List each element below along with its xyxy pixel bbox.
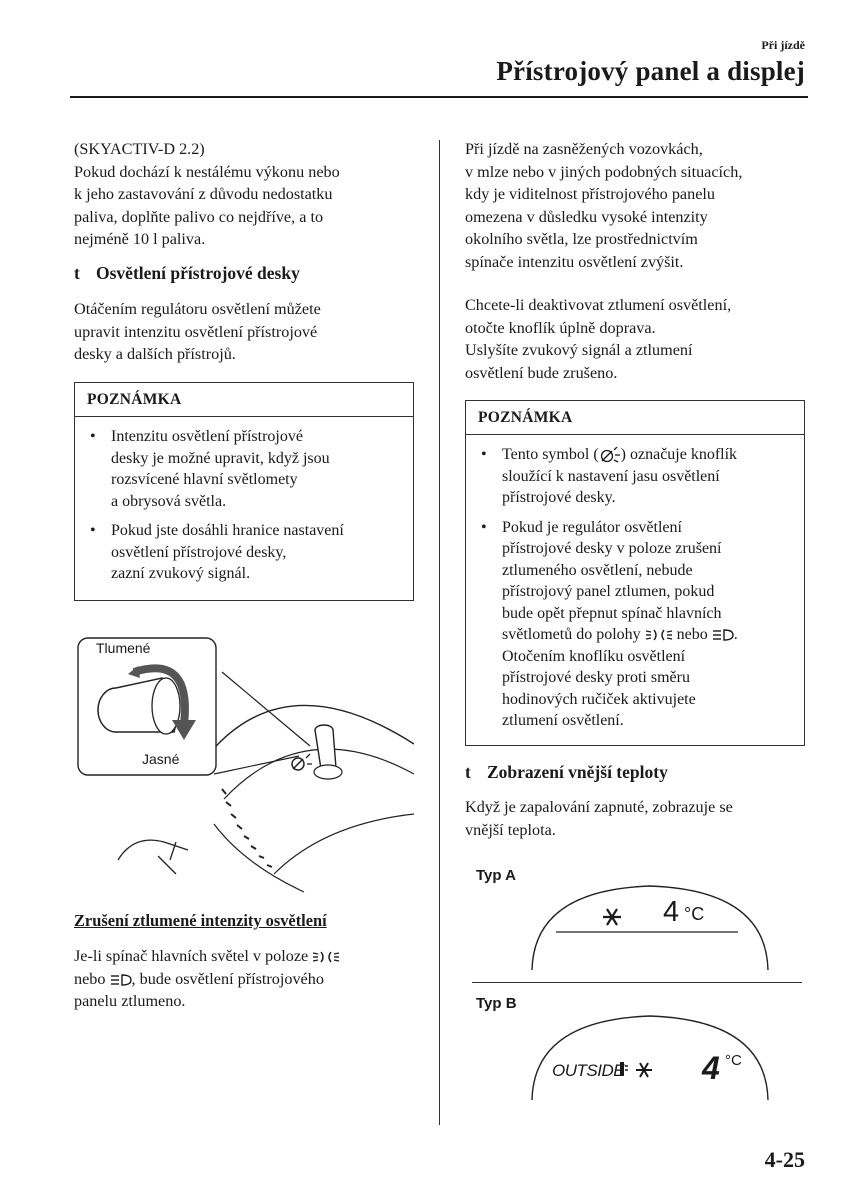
right-para-deactivate	[465, 294, 810, 384]
text-span: Je-li spínač hlavních světel v poloze	[74, 947, 309, 965]
text-span: Tento symbol (	[502, 446, 599, 463]
knob-base	[314, 765, 342, 779]
text-line: kdy je viditelnost přístrojového panelu	[465, 185, 715, 203]
text-line: ztlumeného osvětlení, nebude	[502, 561, 693, 579]
note-box-right	[465, 400, 805, 746]
text-line: Když je zapalování zapnuté, zobrazuje se	[465, 798, 733, 816]
text-line: a obrysová světla.	[111, 492, 227, 510]
gauge-arc	[214, 824, 304, 892]
heading-marker: t	[74, 263, 80, 283]
text-line: rozsvícené hlavní světlomety	[111, 471, 298, 488]
left-para-fuel	[74, 138, 419, 251]
text-span: světlometů do polohy	[502, 626, 641, 643]
subheading-cancel-dimming: Zrušení ztlumené intenzity osvětlení	[74, 911, 327, 930]
text-line: k jeho zastavování z důvodu nedostatku	[74, 185, 333, 203]
text-line	[74, 968, 419, 991]
note-title: POZNÁMKA	[466, 401, 804, 435]
section-heading-panel-lighting	[74, 262, 419, 285]
text-span: nebo	[74, 969, 106, 988]
temperature-value: 4	[663, 896, 680, 928]
text-line: Chcete-li deaktivovat ztlumení osvětlení,	[465, 296, 732, 314]
heading-text: Osvětlení přístrojové desky	[96, 263, 300, 283]
text-line: Otáčením regulátoru osvětlení můžete	[74, 300, 321, 318]
note-item	[478, 517, 792, 732]
page-title: Přístrojový panel a displej	[496, 56, 805, 86]
text-line	[502, 624, 792, 646]
text-line: Při jízdě na zasněžených vozovkách,	[465, 140, 703, 158]
text-line: přístrojové desky v poloze zrušení	[502, 540, 722, 557]
text-line: okolního světla, lze prostřednictvím	[465, 230, 698, 248]
text-span: nebo	[676, 626, 708, 643]
bullet: •	[90, 522, 96, 539]
column-divider	[439, 140, 440, 1125]
text-line: panelu ztlumeno.	[74, 992, 186, 1010]
note-list	[466, 435, 804, 742]
right-para-visibility	[465, 138, 810, 273]
headlights-icon	[110, 973, 132, 987]
snowflake-icon	[603, 909, 621, 925]
note-item	[87, 520, 401, 585]
display-frame	[532, 886, 768, 970]
display-type-a	[530, 882, 770, 972]
text-line: Pokud je regulátor osvětlení	[502, 518, 682, 536]
text-line	[502, 444, 792, 466]
text-line: osvětlení přístrojové desky,	[111, 543, 287, 561]
text-span: ) označuje knoflík	[620, 446, 738, 463]
text-span: .	[733, 626, 738, 643]
text-line: paliva, doplňte palivo co nejdříve, a to	[74, 207, 324, 226]
text-line	[74, 945, 419, 968]
text-line: osvětlení bude zrušeno.	[465, 363, 618, 382]
text-line: desky je možné upravit, když jsou	[111, 449, 330, 467]
snowflake-icon	[636, 1063, 652, 1077]
text-line: Intenzitu osvětlení přístrojové	[111, 428, 303, 445]
bullet: •	[481, 446, 487, 463]
text-line: upravit intenzitu osvětlení přístrojové	[74, 322, 318, 341]
page-number: 4-25	[764, 1147, 805, 1172]
label-bright: Jasné	[142, 751, 180, 767]
parking-lights-icon	[312, 950, 340, 964]
temperature-value: 4	[702, 1050, 720, 1086]
bullet: •	[481, 518, 487, 536]
text-line: bude opět přepnut spínač hlavních	[502, 604, 722, 622]
outside-label: OUTSIDE	[552, 1061, 625, 1080]
note-title: POZNÁMKA	[75, 383, 413, 417]
callout-line	[222, 672, 310, 746]
parking-lights-icon	[645, 628, 673, 642]
heading-text: Zobrazení vnější teploty	[487, 762, 668, 782]
text-line: otočte knoflík úplně doprava.	[465, 318, 656, 337]
text-line: Pokud jste dosáhli hranice nastavení	[111, 522, 344, 539]
headlights-icon	[712, 628, 734, 642]
right-para-temp	[465, 796, 810, 841]
text-span: , bude osvětlení přístrojového	[131, 969, 324, 988]
text-line: omezena v důsledku vysoké intenzity	[465, 207, 708, 226]
running-section-label: Při jízdě	[761, 38, 805, 52]
text-line: sloužící k nastavení jasu osvětlení	[502, 467, 720, 485]
gauge-ticks	[222, 789, 272, 867]
display-divider	[472, 982, 802, 983]
temperature-unit: °C	[684, 904, 705, 924]
headlight-switch-outline	[118, 840, 164, 860]
panel-brightness-icon	[599, 447, 621, 463]
text-line: Otočením knoflíku osvětlení	[502, 647, 686, 665]
note-item	[87, 426, 401, 512]
text-line: hodinových ručiček aktivujete	[502, 690, 696, 708]
header-divider	[70, 96, 808, 98]
text-line: přístrojové desky.	[502, 489, 616, 506]
temperature-unit: °C	[725, 1052, 742, 1069]
text-line: spínače intenzitu osvětlení zvýšit.	[465, 252, 684, 271]
type-a-label: Typ A	[476, 867, 516, 884]
text-line: (SKYACTIV-D 2.2)	[74, 140, 205, 158]
text-line: Uslyšíte zvukový signál a ztlumení	[465, 341, 693, 359]
text-line: ztlumení osvětlení.	[502, 712, 624, 729]
cluster-arc-lower	[274, 814, 414, 874]
type-b-label: Typ B	[476, 995, 517, 1012]
section-heading-outside-temp	[465, 761, 810, 784]
text-line: desky a dalších přístrojů.	[74, 345, 236, 363]
text-line: Pokud dochází k nestálému výkonu nebo	[74, 162, 340, 181]
note-list	[75, 417, 413, 595]
text-line: vnější teplota.	[465, 820, 556, 839]
heading-marker: t	[465, 762, 471, 782]
bullet: •	[90, 428, 96, 445]
text-line: nejméně 10 l paliva.	[74, 230, 206, 248]
text-line: přístrojové desky proti směru	[502, 669, 690, 686]
left-para-regulator	[74, 298, 419, 366]
text-line: v mlze nebo v jiných podobných situacích,	[465, 162, 743, 181]
text-line: přístrojový panel ztlumen, pokud	[502, 583, 715, 600]
switch-stalk	[158, 856, 176, 874]
note-box-left	[74, 382, 414, 601]
label-dim: Tlumené	[96, 640, 151, 656]
note-item	[478, 444, 792, 509]
dimmer-knob-illustration	[74, 624, 414, 894]
left-para-headlight-position	[74, 945, 419, 1013]
text-line: zazní zvukový signál.	[111, 565, 251, 582]
